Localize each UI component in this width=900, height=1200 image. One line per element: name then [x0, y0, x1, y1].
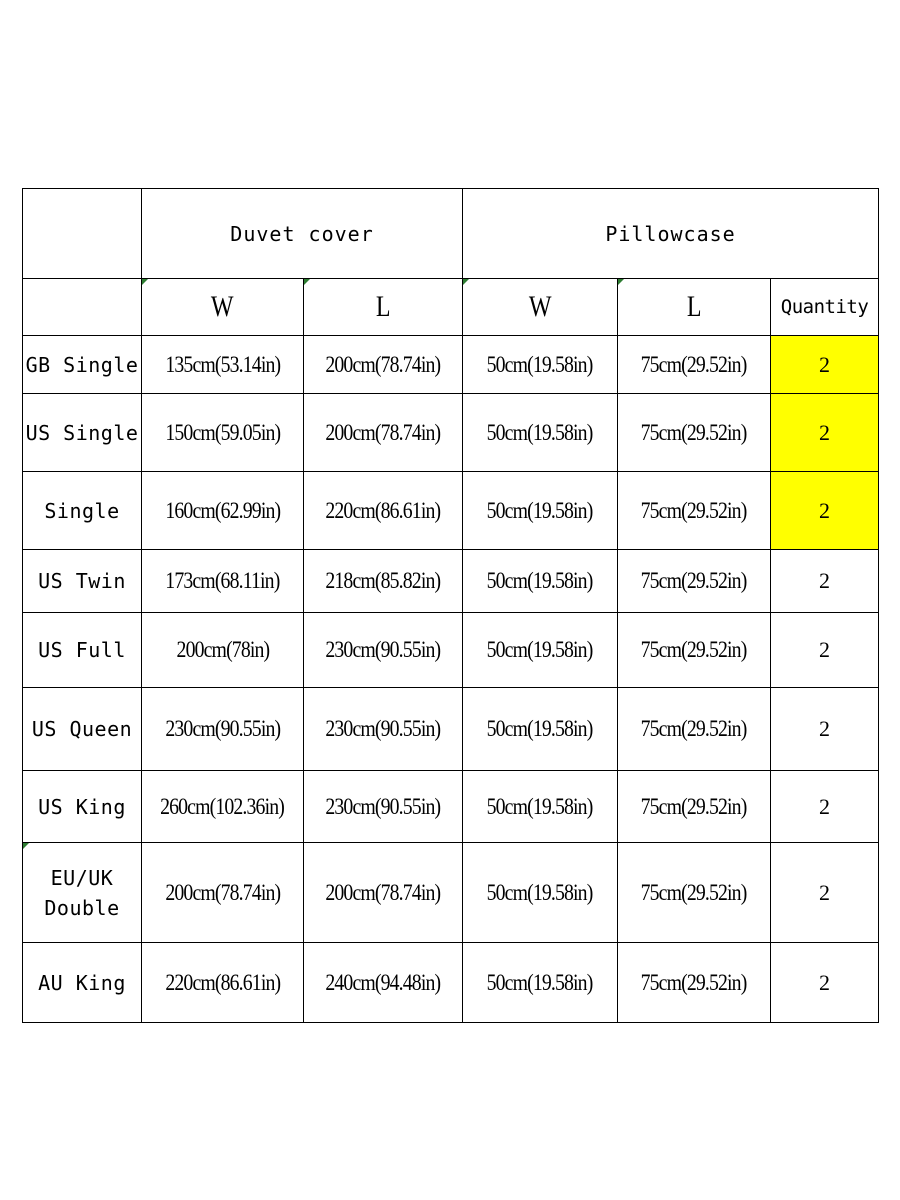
header-empty-size [23, 279, 142, 336]
row-pillow-l-value: 75cm(29.52in) [641, 637, 747, 662]
table-row [23, 336, 879, 394]
row-pillow-l [618, 472, 771, 550]
row-duvet-w [142, 943, 304, 1023]
row-size-name-text: US Full [38, 638, 126, 662]
row-size-name-text: US Twin [38, 569, 126, 593]
row-size-name-text: EU/UK Double [44, 865, 120, 920]
row-pillow-w [463, 472, 618, 550]
table-row [23, 843, 879, 943]
row-pillow-w [463, 771, 618, 843]
row-quantity: 2 [771, 550, 879, 613]
row-size-name-text: GB Single [25, 352, 139, 377]
row-duvet-l-value: 200cm(78.74in) [325, 351, 441, 377]
row-pillow-l [618, 550, 771, 613]
row-duvet-l [304, 550, 463, 613]
row-pillow-l [618, 336, 771, 394]
table-row [23, 943, 879, 1023]
row-pillow-l-value: 75cm(29.52in) [641, 419, 747, 445]
row-pillow-w-value: 50cm(19.58in) [487, 637, 593, 662]
row-duvet-w-value: 200cm(78.74in) [165, 879, 280, 905]
row-duvet-w [142, 843, 304, 943]
header-duvet-width-label: W [211, 290, 234, 323]
row-pillow-l-value: 75cm(29.52in) [641, 716, 747, 741]
row-pillow-w-value: 50cm(19.58in) [487, 716, 593, 741]
row-size-name-text: US Queen [31, 717, 133, 741]
row-quantity: 2 [771, 688, 879, 771]
row-duvet-l-value: 220cm(86.61in) [325, 497, 441, 523]
row-duvet-l-value: 240cm(94.48in) [325, 969, 441, 995]
row-pillow-w [463, 550, 618, 613]
row-size-name [23, 688, 142, 771]
row-pillow-w-value: 50cm(19.58in) [487, 879, 593, 905]
row-duvet-l-value: 218cm(85.82in) [325, 568, 441, 593]
size-chart-body [23, 189, 879, 1023]
row-pillow-l-value: 75cm(29.52in) [641, 879, 747, 905]
row-duvet-w [142, 550, 304, 613]
row-pillow-w-value: 50cm(19.58in) [487, 351, 593, 377]
header-pillow-width-label: W [528, 290, 552, 323]
row-size-name [23, 550, 142, 613]
header-pillowcase: Pillowcase [463, 189, 879, 279]
header-duvet-width [142, 279, 304, 336]
row-duvet-l-value: 230cm(90.55in) [325, 793, 441, 819]
row-quantity: 2 [771, 394, 879, 472]
row-pillow-l [618, 394, 771, 472]
row-pillow-w-value: 50cm(19.58in) [487, 419, 593, 445]
row-pillow-w-value: 50cm(19.58in) [487, 497, 593, 523]
header-pillow-length-label: L [686, 290, 702, 323]
header-duvet-length [304, 279, 463, 336]
row-duvet-l [304, 943, 463, 1023]
row-duvet-l [304, 394, 463, 472]
table-row [23, 550, 879, 613]
row-duvet-w-value: 200cm(78in) [176, 637, 269, 662]
size-chart-table [22, 188, 879, 1023]
row-duvet-w-value: 150cm(59.05in) [165, 419, 280, 445]
row-size-name-text: Single [44, 498, 120, 523]
row-size-name [23, 394, 142, 472]
row-duvet-w-value: 230cm(90.55in) [165, 716, 280, 741]
row-size-name-text: US King [38, 794, 126, 819]
row-size-name-text: AU King [38, 970, 126, 995]
row-pillow-l-value: 75cm(29.52in) [641, 793, 747, 819]
row-duvet-l [304, 771, 463, 843]
table-row [23, 688, 879, 771]
row-size-name [23, 943, 142, 1023]
table-row [23, 613, 879, 688]
row-pillow-l-value: 75cm(29.52in) [641, 351, 747, 377]
header-pillow-length [618, 279, 771, 336]
row-size-name [23, 843, 142, 943]
row-size-name [23, 472, 142, 550]
row-duvet-w-value: 220cm(86.61in) [165, 969, 280, 995]
row-pillow-l [618, 613, 771, 688]
row-pillow-l-value: 75cm(29.52in) [641, 969, 747, 995]
row-duvet-l [304, 613, 463, 688]
row-duvet-l-value: 230cm(90.55in) [325, 716, 441, 741]
row-duvet-l [304, 688, 463, 771]
row-pillow-w [463, 394, 618, 472]
header-duvet-cover: Duvet cover [142, 189, 463, 279]
row-pillow-w-value: 50cm(19.58in) [487, 969, 593, 995]
header-pillow-width [463, 279, 618, 336]
row-duvet-w [142, 771, 304, 843]
row-quantity: 2 [771, 336, 879, 394]
row-duvet-l-value: 200cm(78.74in) [325, 419, 441, 445]
row-duvet-l-value: 230cm(90.55in) [325, 637, 441, 662]
header-quantity: Quantity [771, 279, 879, 336]
table-row [23, 472, 879, 550]
row-pillow-l [618, 771, 771, 843]
row-size-name-text: US Single [25, 420, 139, 445]
row-quantity: 2 [771, 771, 879, 843]
row-quantity: 2 [771, 943, 879, 1023]
header-row-groups [23, 189, 879, 279]
row-quantity: 2 [771, 613, 879, 688]
row-pillow-l-value: 75cm(29.52in) [641, 568, 747, 593]
row-pillow-l [618, 843, 771, 943]
row-pillow-w [463, 613, 618, 688]
row-duvet-w-value: 135cm(53.14in) [165, 351, 280, 377]
table-row [23, 771, 879, 843]
row-pillow-l [618, 688, 771, 771]
row-duvet-w-value: 160cm(62.99in) [165, 497, 280, 523]
row-duvet-w [142, 688, 304, 771]
row-size-name [23, 336, 142, 394]
row-pillow-w [463, 943, 618, 1023]
row-duvet-w-value: 260cm(102.36in) [160, 793, 285, 819]
row-pillow-w-value: 50cm(19.58in) [487, 568, 593, 593]
row-duvet-l-value: 200cm(78.74in) [325, 879, 441, 905]
row-size-name [23, 613, 142, 688]
header-duvet-length-label: L [375, 290, 391, 323]
row-duvet-w [142, 472, 304, 550]
row-pillow-w [463, 336, 618, 394]
row-duvet-l [304, 843, 463, 943]
row-duvet-w-value: 173cm(68.11in) [165, 568, 280, 593]
table-row [23, 394, 879, 472]
row-quantity: 2 [771, 472, 879, 550]
row-duvet-l [304, 336, 463, 394]
row-duvet-w [142, 336, 304, 394]
row-pillow-w [463, 843, 618, 943]
header-row-dimensions [23, 279, 879, 336]
row-pillow-l-value: 75cm(29.52in) [641, 497, 747, 523]
row-pillow-l [618, 943, 771, 1023]
row-quantity: 2 [771, 843, 879, 943]
row-duvet-w [142, 613, 304, 688]
row-duvet-w [142, 394, 304, 472]
row-pillow-w-value: 50cm(19.58in) [487, 793, 593, 819]
row-pillow-w [463, 688, 618, 771]
row-duvet-l [304, 472, 463, 550]
header-empty-corner [23, 189, 142, 279]
row-size-name [23, 771, 142, 843]
